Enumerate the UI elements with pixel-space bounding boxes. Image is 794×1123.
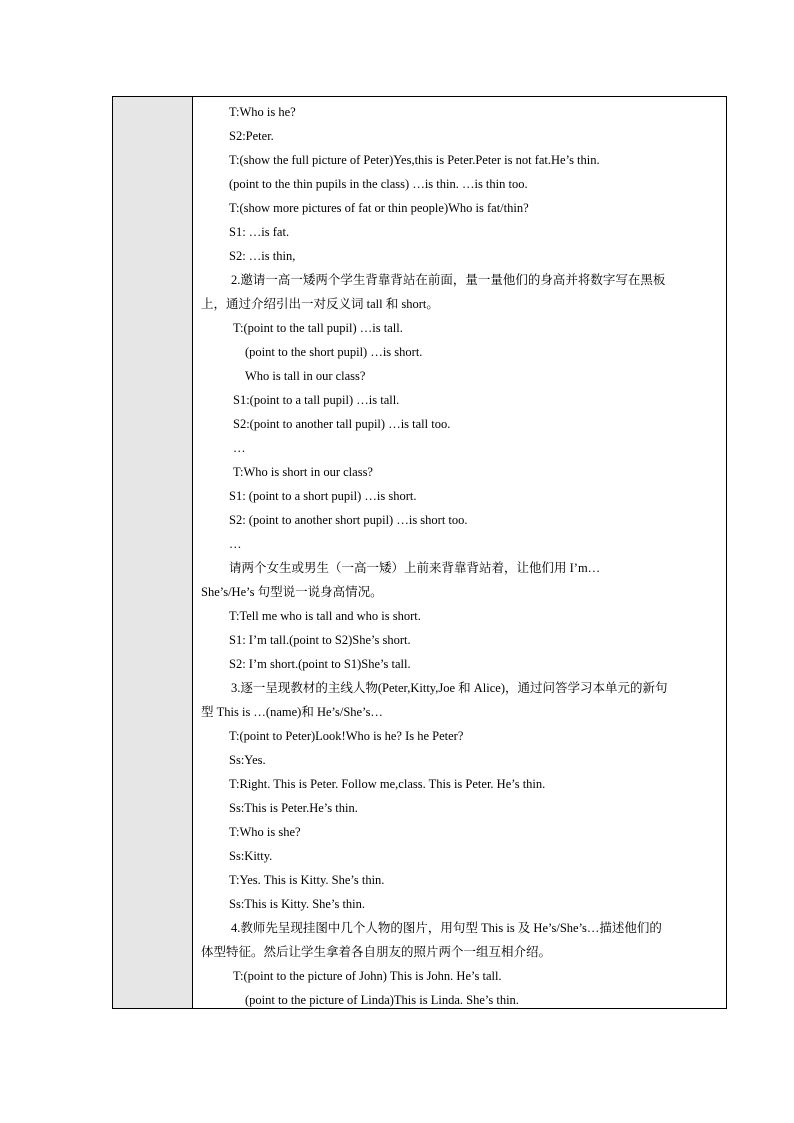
content-line: (point to the picture of Linda)This is Linda. She’s thin. bbox=[245, 993, 519, 1007]
content-line: S2:(point to another tall pupil) …is tall too. bbox=[233, 417, 451, 431]
content-line: T:Right. This is Peter. Follow me,class. This is Peter. He’s thin. bbox=[229, 777, 546, 791]
content-line: She’s/He’s 句型说一说身高情况。 bbox=[201, 585, 383, 599]
content-line: 请两个女生或男生（一高一矮）上前来背靠背站着，让他们用 I’m… bbox=[229, 561, 601, 575]
content-line: S2: …is thin, bbox=[229, 249, 296, 263]
content-line: S2:Peter. bbox=[229, 129, 274, 143]
step-label-cell bbox=[113, 97, 193, 1008]
content-line: Who is tall in our class? bbox=[245, 369, 366, 383]
content-line: Ss:This is Kitty. She’s thin. bbox=[229, 897, 366, 911]
content-line: S2: (point to another short pupil) …is short too. bbox=[229, 513, 468, 527]
lesson-table bbox=[112, 96, 727, 1009]
content-line: Ss:Kitty. bbox=[229, 849, 273, 863]
content-line: 2.邀请一高一矮两个学生背靠背站在前面，量一量他们的身高并将数字写在黑板 bbox=[231, 273, 666, 287]
content-line: S1: (point to a short pupil) …is short. bbox=[229, 489, 417, 503]
content-line: T:(show more pictures of fat or thin people)Who is fat/thin? bbox=[229, 201, 529, 215]
content-line: … bbox=[233, 441, 246, 455]
content-line: T:Who is short in our class? bbox=[233, 465, 373, 479]
content-line: T:(point to the tall pupil) …is tall. bbox=[233, 321, 403, 335]
content-line: S1: I’m tall.(point to S2)She’s short. bbox=[229, 633, 411, 647]
content-line: 3.逐一呈现教材的主线人物(Peter,Kitty,Joe 和 Alice)，通过问答学习本单元的新句 bbox=[231, 681, 668, 695]
content-line: (point to the thin pupils in the class) …is thin. …is thin too. bbox=[229, 177, 528, 191]
content-line: S1: …is fat. bbox=[229, 225, 290, 239]
lesson-content-cell bbox=[193, 97, 726, 1008]
content-line: … bbox=[229, 537, 242, 551]
content-line: T:(point to Peter)Look!Who is he? Is he Peter? bbox=[229, 729, 464, 743]
content-line: Ss:Yes. bbox=[229, 753, 266, 767]
content-line: 4.教师先呈现挂图中几个人物的图片，用句型 This is 及 He’s/She’s…描述他们的 bbox=[231, 921, 662, 935]
content-line: T:Tell me who is tall and who is short. bbox=[229, 609, 421, 623]
content-line: 上，通过介绍引出一对反义词 tall 和 short。 bbox=[201, 297, 439, 311]
content-line: T:Who is she? bbox=[229, 825, 301, 839]
content-line: 型 This is …(name)和 He’s/She’s… bbox=[201, 705, 383, 719]
content-line: T:Yes. This is Kitty. She’s thin. bbox=[229, 873, 385, 887]
content-line: 体型特征。然后让学生拿着各自朋友的照片两个一组互相介绍。 bbox=[201, 945, 552, 959]
content-line: S2: I’m short.(point to S1)She’s tall. bbox=[229, 657, 411, 671]
content-line: S1:(point to a tall pupil) …is tall. bbox=[233, 393, 400, 407]
content-line: T:(show the full picture of Peter)Yes,this is Peter.Peter is not fat.He’s thin. bbox=[229, 153, 600, 167]
content-line: (point to the short pupil) …is short. bbox=[245, 345, 423, 359]
content-line: Ss:This is Peter.He’s thin. bbox=[229, 801, 358, 815]
content-line: T:Who is he? bbox=[229, 105, 296, 119]
content-line: T:(point to the picture of John) This is John. He’s tall. bbox=[233, 969, 502, 983]
